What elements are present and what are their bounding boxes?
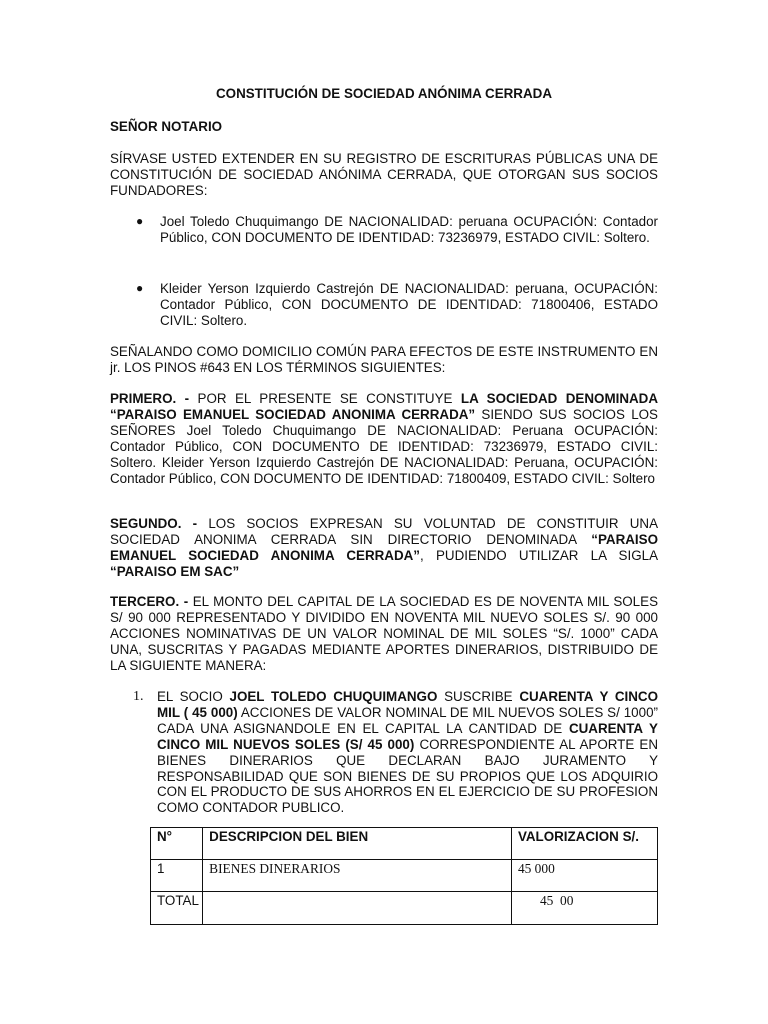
item-text: SUSCRIBE [437, 689, 520, 704]
item-text: ACCIONES DE VALOR NOMINAL DE MIL NUEVOS SOLES S/ 1000” CADA UNA ASIGNANDOLE EN EL CAPITAL LA CANTIDAD DE [157, 704, 658, 736]
clause-tercero [110, 594, 658, 674]
share-count: CUARENTA Y CINCO MIL ( 45 000) [157, 689, 658, 720]
intro-paragraph: SÍRVASE USTED EXTENDER EN SU REGISTRO DE ESCRITURAS PÚBLICAS UNA DE CONSTITUCIÓN DE SOCIEDAD ANÓNIMA CERRADA, QUE OTORGAN SUS SOCIOS FUNDADORES: [110, 151, 658, 198]
greeting: SEÑOR NOTARIO [110, 119, 223, 134]
clause-text: LOS SOCIOS EXPRESAN SU VOLUNTAD DE CONSTITUIR UNA SOCIEDAD ANONIMA CERRADA SIN DIRECTORIO DENOMINADA [110, 516, 659, 547]
clause-text: , PUDIENDO UTILIZAR LA SIGLA [420, 547, 659, 563]
clause-label: SEGUNDO. - [110, 516, 198, 531]
table-row [151, 860, 658, 892]
cell-valuation: 45 000 [511, 860, 657, 892]
clause-text: EL MONTO DEL CAPITAL DE LA SOCIEDAD ES DE NOVENTA MIL SOLES S/ 90 000 REPRESENTADO Y DIVIDIDO EN NOVENTA MIL NUEVO SOLES S/. 90 000 ACCIONES NOMINATIVAS DE UN VALOR NOMINAL DE MIL SOLES “S/. 1000” CADA UNA, SUSCRITAS Y PAGADAS MEDIANTE APORTES DINERARIOS, DISTRIBUIDO DE LA SIGUIENTE MANERA: [110, 594, 658, 673]
table-header-row [151, 828, 658, 860]
subscription-item [157, 689, 658, 816]
header-number: N° [151, 828, 203, 860]
clause-text: SIENDO SUS SOCIOS LOS SEÑORES Joel Toledo Chuquimango DE NACIONALIDAD: Peruana OCUPACIÓN: Contador Público, CON DOCUMENTO DE IDENTIDAD: 73236979, ESTADO CIVIL: Soltero. Kleider Yerson Izquierdo Castrejón DE NACIONALIDAD: Peruana, OCUPACIÓN: Contador Público, CON DOCUMENTO DE IDENTIDAD: 71800409, ESTADO CIVIL: Soltero [110, 406, 658, 486]
domicile-paragraph: SEÑALANDO COMO DOMICILIO COMÚN PARA EFECTOS DE ESTE INSTRUMENTO EN jr. LOS PINOS #643 EN LOS TÉRMINOS SIGUIENTES: [110, 344, 658, 375]
table-total-row [151, 892, 658, 925]
partner-name: JOEL TOLEDO CHUQUIMANGO [229, 689, 438, 704]
company-name: LA SOCIEDAD DENOMINADA “PARAISO EMANUEL SOCIEDAD ANONIMA CERRADA” [110, 391, 659, 422]
bullet-icon: ● [136, 281, 144, 295]
clause-label: PRIMERO. - [110, 391, 190, 406]
document-title: CONSTITUCIÓN DE SOCIEDAD ANÓNIMA CERRADA [215, 86, 552, 101]
company-acronym: “PARAISO EM SAC” [110, 563, 240, 579]
founder-item: Joel Toledo Chuquimango DE NACIONALIDAD: peruana OCUPACIÓN: Contador Público, CON DOCUMENTO DE IDENTIDAD: 73236979, ESTADO CIVIL: Soltero. [160, 214, 658, 245]
item-text: CORRESPONDIENTE AL APORTE EN BIENES DINERARIOS QUE DECLARAN BAJO JURAMENTO Y RESPONSABILIDAD QUE SON BIENES DE SU PROPIOS QUE LOS ADQUIRIO CON EL PRODUCTO DE SUS AHORROS EN EL EJERCICIO DE SU PROFESION COMO CONTADOR PUBLICO. [157, 736, 658, 816]
clause-label: TERCERO. - [110, 594, 189, 609]
company-name: “PARAISO EMANUEL SOCIEDAD ANONIMA CERRADA” [110, 531, 658, 563]
cell-total-label: TOTAL [151, 892, 203, 925]
assets-table [150, 827, 658, 925]
bullet-icon: ● [136, 214, 144, 228]
founder-item: Kleider Yerson Izquierdo Castrejón DE NACIONALIDAD: peruana, OCUPACIÓN: Contador Público, CON DOCUMENTO DE IDENTIDAD: 71800406, ESTADO CIVIL: Soltero. [160, 281, 658, 328]
cell-number: 1 [151, 860, 203, 892]
cell-total-description [203, 892, 512, 925]
header-valuation: VALORIZACION S/. [511, 828, 657, 860]
clause-text: POR EL PRESENTE SE CONSTITUYE [189, 391, 461, 406]
list-number: 1. [133, 689, 144, 704]
cell-description: BIENES DINERARIOS [203, 860, 512, 892]
clause-primero [110, 391, 658, 486]
capital-amount: CUARENTA Y CINCO MIL NUEVOS SOLES (S/ 45 000) [157, 720, 658, 752]
item-text: EL SOCIO [157, 689, 230, 704]
clause-segundo [110, 516, 658, 580]
header-description: DESCRIPCION DEL BIEN [203, 828, 512, 860]
cell-total-value: 45 00 [511, 892, 657, 925]
